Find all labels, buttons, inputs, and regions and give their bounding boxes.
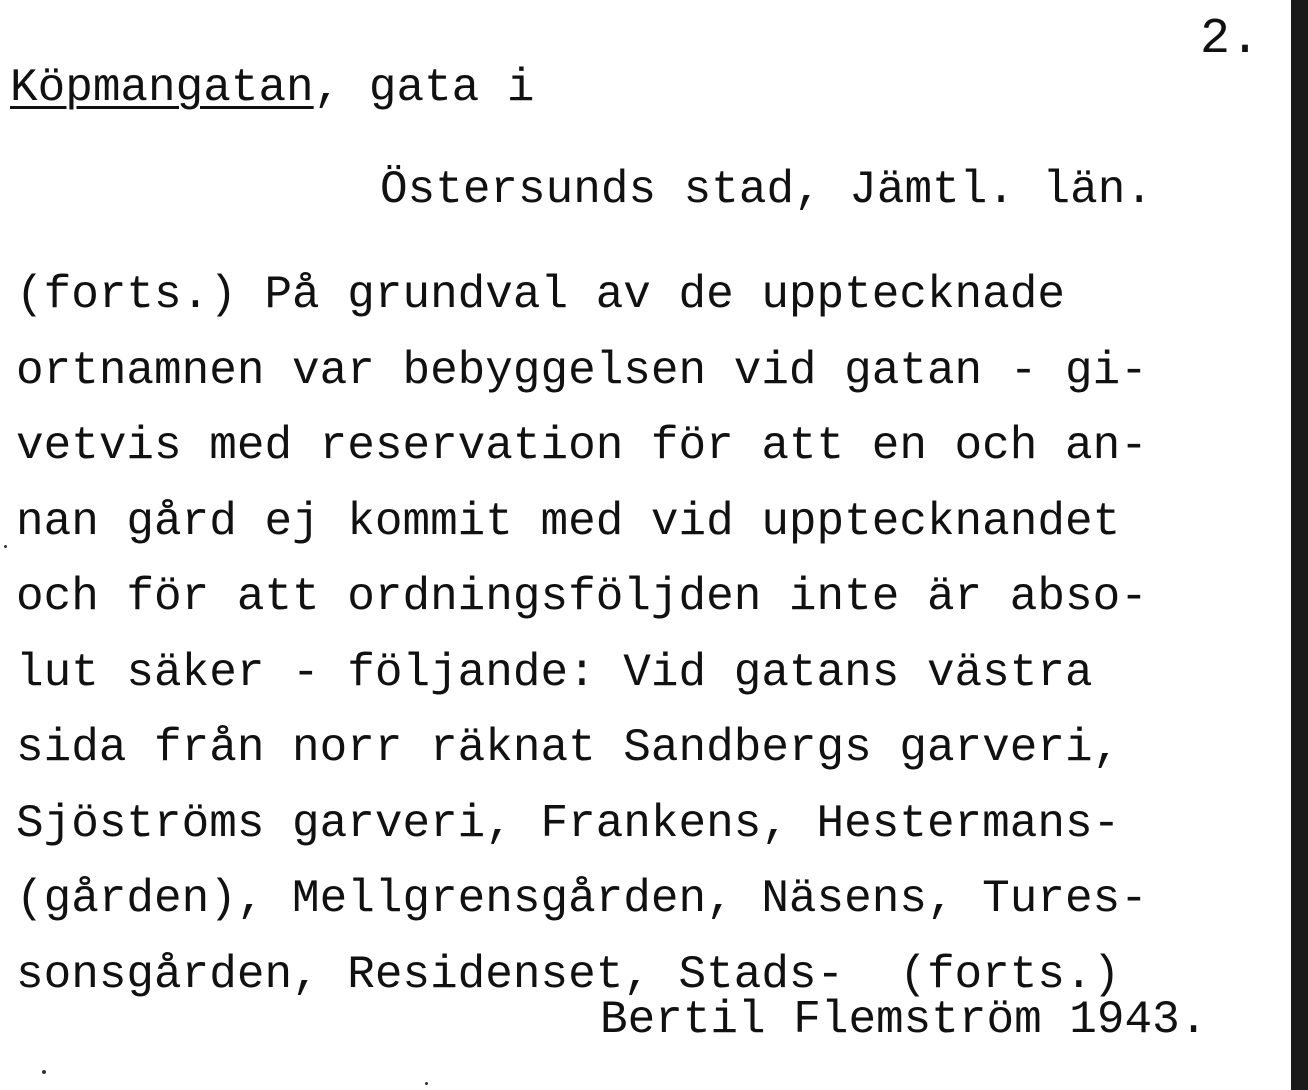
body-text bbox=[16, 258, 1286, 1013]
entry-heading bbox=[10, 60, 535, 116]
body-line: vetvis med reservation för att en och an- bbox=[16, 420, 1148, 472]
scan-speck bbox=[425, 1082, 428, 1085]
body-line: lut säker - följande: Vid gatans västra bbox=[16, 646, 1093, 699]
body-line: och för att ordningsföljden inte är abso- bbox=[16, 571, 1148, 623]
heading-suffix: , gata i bbox=[313, 62, 535, 114]
signature-line: Bertil Flemström 1943. bbox=[600, 994, 1208, 1046]
body-line: sonsgården, Residenset, Stads- (forts.) bbox=[16, 948, 1121, 1001]
body-line: ortnamnen var bebyggelsen vid gatan - gi- bbox=[16, 344, 1148, 397]
location-line: Östersunds stad, Jämtl. län. bbox=[380, 164, 1153, 216]
page-number: 2. bbox=[1200, 11, 1261, 68]
body-line: (gården), Mellgrensgården, Näsens, Tures- bbox=[16, 873, 1148, 925]
body-line: sida från norr räknat Sandbergs garveri, bbox=[16, 722, 1121, 774]
scan-speck bbox=[4, 545, 7, 548]
scan-speck bbox=[42, 1070, 46, 1074]
body-line: nan gård ej kommit med vid upptecknandet bbox=[16, 495, 1121, 548]
body-line: Sjöströms garveri, Frankens, Hestermans- bbox=[16, 797, 1121, 850]
card-edge-shadow bbox=[1291, 0, 1308, 1090]
body-line: (forts.) På grundval av de upptecknade bbox=[16, 269, 1065, 321]
street-name: Köpmangatan bbox=[10, 62, 314, 114]
